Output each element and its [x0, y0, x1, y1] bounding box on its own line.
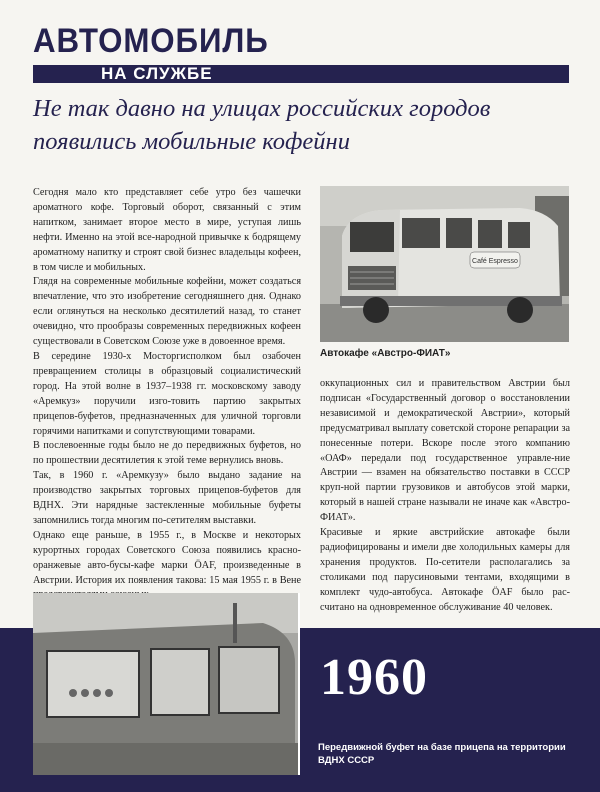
year-label: 1960	[320, 649, 428, 706]
bus-photo	[320, 186, 569, 342]
trailer-photo	[33, 593, 300, 775]
article-headline: Не так давно на улицах российских городов появились мобильные кофейни	[33, 95, 491, 155]
text-column-2	[320, 377, 570, 616]
paragraph: Так, в 1960 г. «Аремкузу» было выдано задание на производство закрытых торговых прицепов-буфетов для ВДНХ. Эти нарядные застекленные мобильные буфеты запомнились тогда многим по-сетителям выставки.	[33, 470, 301, 526]
paragraph: В середине 1930-х Мосторгисполком был озабочен превращением столицы в образцовый социалистический город. На этой волне в 1937–1938 гг. московскому заводу «Аремкуз» поручили изго-товить партию закрытых прицепов-буфетов, предназначенных для уличной торговли горячими напитками и сопутствующими товарами.	[33, 350, 301, 437]
paragraph: Глядя на современные мобильные кофейни, может создаться впечатление, что это изобретение сегодняшнего дня. Однако если оглянуться на несколько десятилетий назад, то станет очевидно, что прообразы современных передвижных кофеен существовали в Советском Союзе уже в довоенное время.	[33, 276, 301, 348]
bus-illustration	[320, 186, 569, 342]
magazine-title: АВТОМОБИЛЬ	[33, 22, 269, 60]
text-column-1	[33, 186, 301, 603]
trailer-illustration	[33, 593, 298, 775]
photo-caption: Автокафе «Австро-ФИАТ»	[320, 348, 451, 359]
paragraph: Сегодня мало кто представляет себе утро без чашечки ароматного кофе. Торговый оборот, связанный с этим напитком, занимает второе место в мире, уступая лишь нефти. Именно на этой все-народной привычке к бодрящему ароматному напитку и строят свой бизнес владельцы кофеен, в том числе и мобильных.	[33, 187, 301, 273]
bus-sign-text: Café Espresso	[472, 258, 518, 265]
trailer-caption: Передвижной буфет на базе прицепа на территории ВДНХ СССР	[318, 742, 566, 766]
paragraph: Однако еще раньше, в 1955 г., в Москве и некоторых курортных городах Советского Союза появились красно-оранжевые авто-бусы-кафе марки ÖAF, произведенные в Австрии. История их появления такова: 15 мая 1955 г. в Вене	[33, 529, 301, 586]
paragraph: оккупационных сил и правительством Австрии был подписан «Государственный договор о восстановлении независимой и демократической Австрии», который предусматривал выплату советской стороне репарации за понесенные потери. Вскоре после этого компанию «ОАФ» передали под государственное управле-ние Австрии — взамен на обязательство поставки в СССР круп-ной партии грузовиков и автобусов этой марки, который в нашей стране называли не иначе как «Австро-ФИАТ».	[320, 378, 570, 524]
section-bar	[33, 65, 569, 83]
paragraph: Красивые и яркие австрийские автокафе были радиофицированы и имели две холодильных камеры для хранения продуктов. По-сетители располагались за столиками под парусиновыми тентами, входящими в комплект чудо-автобуса. Автокафе ÖAF было рас-считано на одновременное обслуживание 40 человек.	[320, 527, 570, 613]
section-subtitle: НА СЛУЖБЕ	[101, 64, 213, 83]
paragraph: В послевоенные годы было не до передвижных буфетов, но по прошествии десятилетия к этой теме вернулись вновь.	[33, 440, 301, 467]
